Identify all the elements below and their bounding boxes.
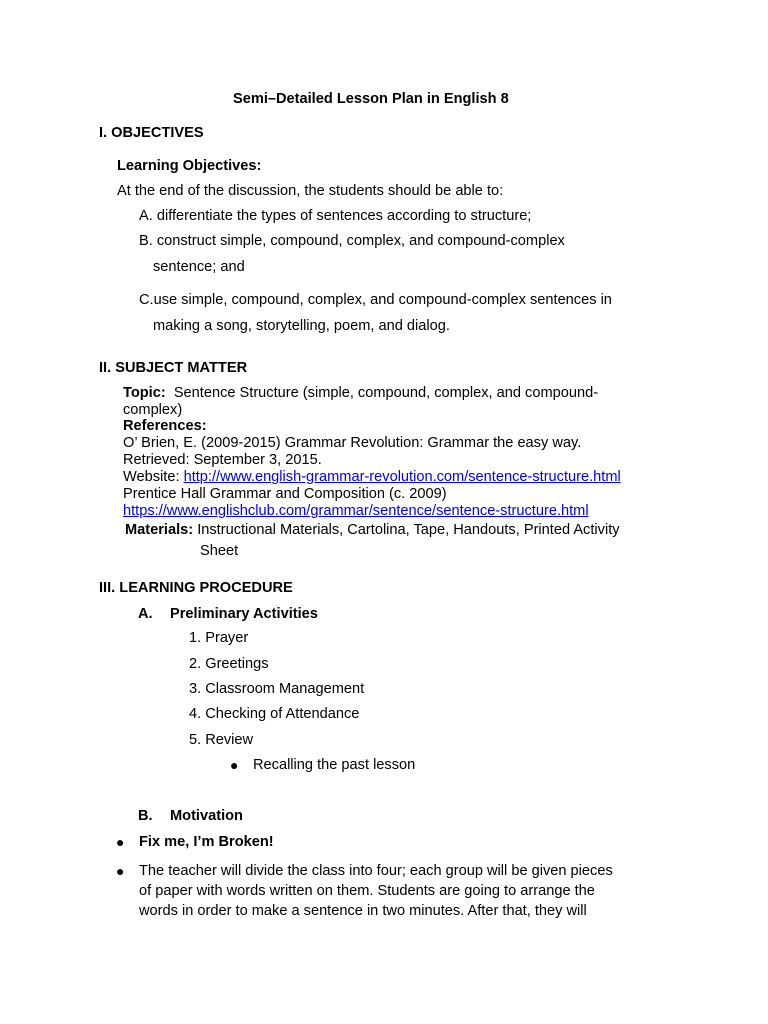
motivation-bullet-icon: ●: [116, 834, 125, 850]
section-b-title: Motivation: [170, 808, 243, 824]
activity-attendance: 4. Checking of Attendance: [189, 706, 360, 722]
topic-text: Sentence Structure (simple, compound, complex, and compound-: [173, 385, 599, 401]
section-a-title: Preliminary Activities: [170, 606, 318, 622]
objectives-heading: I. OBJECTIVES: [99, 125, 204, 141]
reference-1-line1: O’ Brien, E. (2009-2015) Grammar Revolution: Grammar the easy way.: [123, 435, 582, 451]
reference-2: Prentice Hall Grammar and Composition (c. 2009): [123, 486, 447, 502]
learning-objectives-subheading: Learning Objectives:: [117, 158, 262, 174]
materials-text: Instructional Materials, Cartolina, Tape, Handouts, Printed Activity: [197, 522, 620, 538]
subject-matter-heading: II. SUBJECT MATTER: [99, 360, 248, 376]
activity-classroom-management: 3. Classroom Management: [189, 681, 365, 697]
activity-greetings: 2. Greetings: [189, 656, 269, 672]
review-bullet-text: Recalling the past lesson: [253, 757, 416, 773]
section-b-letter: B.: [138, 808, 153, 824]
activity-review: 5. Review: [189, 732, 254, 748]
topic-line2: complex): [123, 402, 183, 418]
learning-procedure-heading: III. LEARNING PROCEDURE: [99, 580, 293, 596]
objective-c-line2: making a song, storytelling, poem, and dialog.: [153, 318, 450, 334]
objective-b-line2: sentence; and: [153, 259, 245, 275]
objectives-intro: At the end of the discussion, the students should be able to:: [117, 183, 504, 199]
section-a-letter: A.: [138, 606, 153, 622]
reference-2-link-line: [123, 503, 589, 520]
review-bullet-icon: ●: [230, 757, 239, 773]
activity-prayer: 1. Prayer: [189, 630, 249, 646]
materials-line2: Sheet: [200, 543, 239, 559]
website-label: Website:: [123, 469, 180, 485]
materials-label: Materials:: [125, 522, 194, 538]
references-label: References:: [123, 418, 207, 434]
motivation-bullet-2-line3: words in order to make a sentence in two minutes. After that, they will: [139, 903, 587, 919]
topic-line1: [123, 385, 598, 402]
motivation-bullet-1: Fix me, I’m Broken!: [139, 834, 274, 850]
topic-label: Topic:: [123, 385, 166, 401]
objective-c-line1: C.use simple, compound, complex, and compound-complex sentences in: [139, 292, 612, 308]
englishclub-link[interactable]: https://www.englishclub.com/grammar/sentence/sentence-structure.html: [123, 503, 589, 519]
page-title: Semi–Detailed Lesson Plan in English 8: [233, 91, 509, 107]
motivation-bullet-2-line2: of paper with words written on them. Students are going to arrange the: [139, 883, 595, 899]
website-link[interactable]: http://www.english-grammar-revolution.com/sentence-structure.html: [183, 469, 621, 485]
objective-a: A. differentiate the types of sentences according to structure;: [139, 208, 532, 224]
reference-1-line2: Retrieved: September 3, 2015.: [123, 452, 322, 468]
website-line: [123, 469, 621, 486]
motivation-bullet-icon: ●: [116, 863, 125, 879]
motivation-bullet-2-line1: The teacher will divide the class into four; each group will be given pieces: [139, 863, 613, 879]
materials-line1: [125, 522, 620, 539]
objective-b-line1: B. construct simple, compound, complex, and compound-complex: [139, 233, 565, 249]
